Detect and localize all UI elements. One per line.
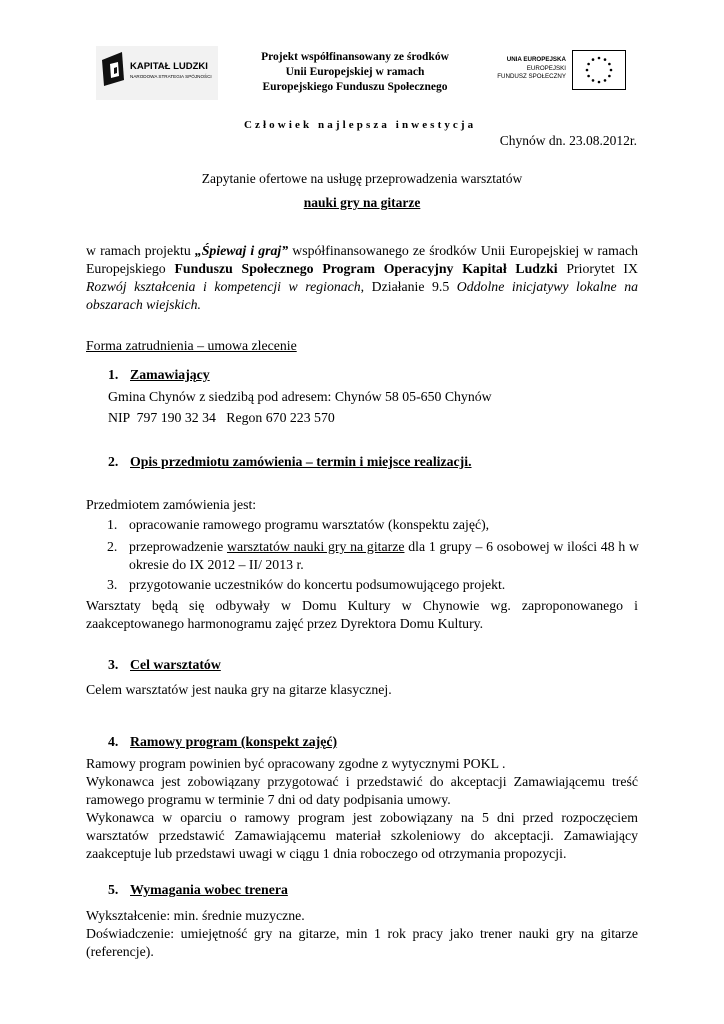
section-1-title: Zamawiający [130,367,210,382]
logo-right-line-2: EUROPEJSKI [526,64,566,72]
s2-list-item-3 [107,576,639,594]
s2-list-item-1 [107,516,639,534]
s2-item-2-number: 2. [107,539,118,554]
s2-item-2-text [129,538,639,574]
section-1-number: 1. [108,367,119,382]
logo-right-line-1: UNIA EUROPEJSKA [506,56,566,63]
s2-item-2-text-a: przeprowadzenie [129,539,227,554]
logo-left-subtitle: NARODOWA STRATEGIA SPÓJNOŚCI [130,74,212,79]
s4-text-2: Wykonawca jest zobowiązany przygotować i przedstawić do akceptacji Zamawiającemu treść ramowego programu w terminie 7 dni od daty podpisania umowy. [86,774,638,807]
intro-text-4: , Działanie 9.5 [360,279,457,294]
s2-item-2-text-b: dla 1 grupy – 6 osobowej w ilości 48 h w okresie do IX 2012 – II/ 2013 r. [129,539,639,572]
intro-paragraph [86,242,638,314]
section-5-number: 5. [108,882,119,897]
motto: Człowiek najlepsza inwestycja [244,119,477,131]
intro-text-3: Priorytet IX [557,261,638,276]
s2-item-3-number: 3. [107,577,118,592]
section-3-number: 3. [108,657,119,672]
header-line-3: Europejskiego Funduszu Społecznego [262,81,448,93]
logo-left-title: KAPITAŁ LUDZKI [130,61,208,72]
s5-text [86,907,638,961]
section-4-number: 4. [108,734,119,749]
s1-address: Gmina Chynów z siedzibą pod adresem: Chynów 58 05-650 Chynów [108,389,492,404]
kapital-ludzki-emblem-icon [96,46,218,100]
intro-text-2: współfinansowanego ze środków Unii Europejskiej w ramach Europejskiego [86,243,638,276]
s5-text-2: Doświadczenie: umiejętność gry na gitarze, min 1 rok pracy jako trener nauki gry na gitarze (referencje). [86,926,638,959]
s4-text-1: Ramowy program powinien być opracowany zgodne z wytycznymi POKL . [86,756,506,771]
measure-name: Oddolne inicjatywy lokalne na obszarach wiejskich. [86,279,638,312]
s2-after-text: Warsztaty będą się odbywały w Domu Kultury w Chynowie wg. zaproponowanego i zaakceptowanego harmonogramu zajęć przez Dyrektora Domu Kultury. [86,598,638,631]
document-date: Chynów dn. 23.08.2012r. [499,133,637,148]
project-name: „Śpiewaj i graj” [194,243,289,258]
header-cofinancing-text [230,50,480,95]
s5-text-1: Wykształcenie: min. średnie muzyczne. [86,908,305,923]
priority-name: Rozwój kształcenia i kompetencji w regionach [86,279,361,294]
section-5-title: Wymagania wobec trenera [130,882,288,897]
s1-nip-regon: NIP 797 190 32 34 Regon 670 223 570 [108,410,335,425]
s2-item-1-number: 1. [107,517,118,532]
s2-lead: Przedmiotem zamówienia jest: [86,497,257,512]
s3-text: Celem warsztatów jest nauka gry na gitarze klasycznej. [86,682,392,697]
eu-flag-icon [572,50,626,90]
section-3-title: Cel warsztatów [130,657,221,672]
logo-right-line-3: FUNDUSZ SPOŁECZNY [497,73,566,80]
s2-item-1-text: opracowanie ramowego programu warsztatów (konspektu zajęć), [129,517,490,532]
document-title: Zapytanie ofertowe na usługę przeprowadzenia warsztatów [201,171,523,186]
s4-text [86,755,638,863]
section-2-title: Opis przedmiotu zamówienia – termin i miejsce realizacji. [130,454,472,469]
section-2-number: 2. [108,454,119,469]
intro-text-1: w ramach projektu [86,243,195,258]
s2-item-2-underlined: warsztatów nauki gry na gitarze [226,539,405,554]
s2-list-item-2 [107,538,639,574]
header-line-2: Unii Europejskiej w ramach [285,66,425,78]
eu-logo [486,50,626,94]
document-subtitle: nauki gry na gitarze [303,195,421,210]
s2-item-3-text: przygotowanie uczestników do koncertu podsumowującego projekt. [129,577,506,592]
s4-text-3: Wykonawca w oparciu o ramowy program jest zobowiązany na 5 dni przed rozpoczęciem warsztatów przedstawić Zamawiającemu materiał szkoleniowy do akceptacji. Zamawiający zaakceptuje lub przedstawi uwagi w ciągu 1 dnia roboczego od otrzymania propozycji. [86,810,638,861]
kapital-ludzki-logo [96,46,218,100]
program-name: Funduszu Społecznego Program Operacyjny Kapitał Ludzki [174,261,558,276]
employment-form: Forma zatrudnienia – umowa zlecenie [86,338,297,353]
section-4-title: Ramowy program (konspekt zajęć) [130,734,338,749]
header-line-1: Projekt współfinansowany ze środków [261,51,449,63]
